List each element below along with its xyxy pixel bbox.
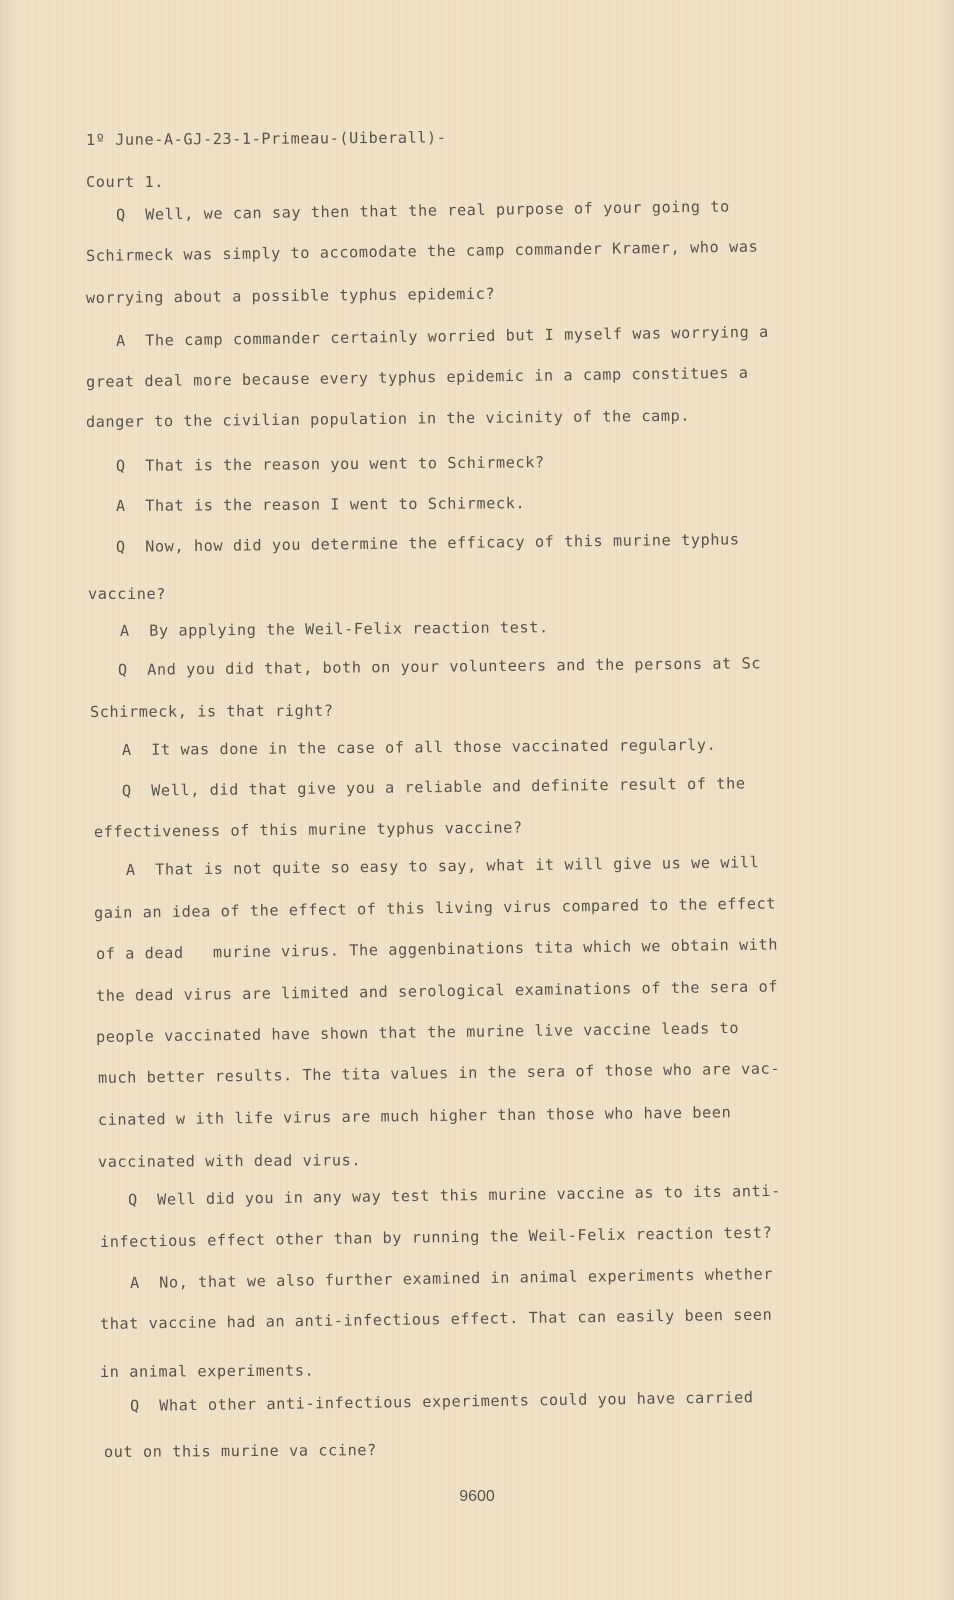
transcript-line: out on this murine va ccine? xyxy=(103,1441,377,1461)
transcript-line: gain an idea of the effect of this living virus compared to the effect xyxy=(93,894,777,922)
court-label: Court 1. xyxy=(86,173,164,191)
transcript-line: people vaccinated have shown that the murine live vaccine leads to xyxy=(95,1019,740,1046)
transcript-line: danger to the civilian population in the vicinity of the camp. xyxy=(85,406,691,431)
transcript-line: Q Well, we can say then that the real purpose of your going to xyxy=(115,197,730,224)
transcript-line: A That is the reason I went to Schirmeck. xyxy=(115,494,526,515)
page-number: 9600 xyxy=(459,1488,495,1505)
transcript-line: A The camp commander certainly worried but I myself was worrying a xyxy=(115,322,769,350)
transcript-line: infectious effect other than by running the Weil-Felix reaction test? xyxy=(99,1223,773,1251)
transcript-line: A By applying the Weil-Felix reaction test. xyxy=(119,618,549,640)
transcript-line: Q And you did that, both on your volunteers and the persons at Sc xyxy=(117,654,762,679)
transcript-line: vaccinated with dead virus. xyxy=(97,1151,362,1171)
transcript-line: worrying about a possible typhus epidemic? xyxy=(85,284,496,307)
transcript-line: Q Well did you in any way test this murine vaccine as to its anti- xyxy=(127,1181,781,1209)
transcript-line: great deal more because every typhus epidemic in a camp constitues a xyxy=(85,363,749,391)
transcript-line: A No, that we also further examined in animal experiments whether xyxy=(129,1265,774,1292)
transcript-line: of a dead murine virus. The aggenbinations tita which we obtain with xyxy=(95,935,779,963)
transcript-line: cinated w ith life virus are much higher than those who have been xyxy=(97,1103,732,1129)
document-header: 1º June-A-GJ-23-1-Primeau-(Uiberall)- xyxy=(85,128,447,149)
transcript-line: Q That is the reason you went to Schirmeck? xyxy=(115,453,545,475)
transcript-line: Q Now, how did you determine the efficacy of this murine typhus xyxy=(115,530,740,556)
transcript-line: the dead virus are limited and serological examinations of the sera of xyxy=(95,977,779,1005)
transcript-line: Schirmeck was simply to accomodate the camp commander Kramer, who was xyxy=(85,237,759,265)
transcript-line: Q Well, did that give you a reliable and definite result of the xyxy=(121,774,746,800)
transcript-line: A That is not quite so easy to say, what it will give us we will xyxy=(125,853,760,879)
transcript-line: much better results. The tita values in the sera of those who are vac- xyxy=(97,1059,781,1087)
transcript-line: A It was done in the case of all those vaccinated regularly. xyxy=(121,735,717,759)
transcript-line: effectiveness of this murine typhus vaccine? xyxy=(93,818,523,841)
transcript-line: Schirmeck, is that right? xyxy=(89,701,334,721)
transcript-line: in animal experiments. xyxy=(99,1361,315,1381)
transcript-line: Q What other anti-infectious experiments could you have carried xyxy=(129,1388,754,1415)
transcript-line: that vaccine had an anti-infectious effect. That can easily been seen xyxy=(99,1305,773,1333)
transcript-line: vaccine? xyxy=(88,585,166,603)
